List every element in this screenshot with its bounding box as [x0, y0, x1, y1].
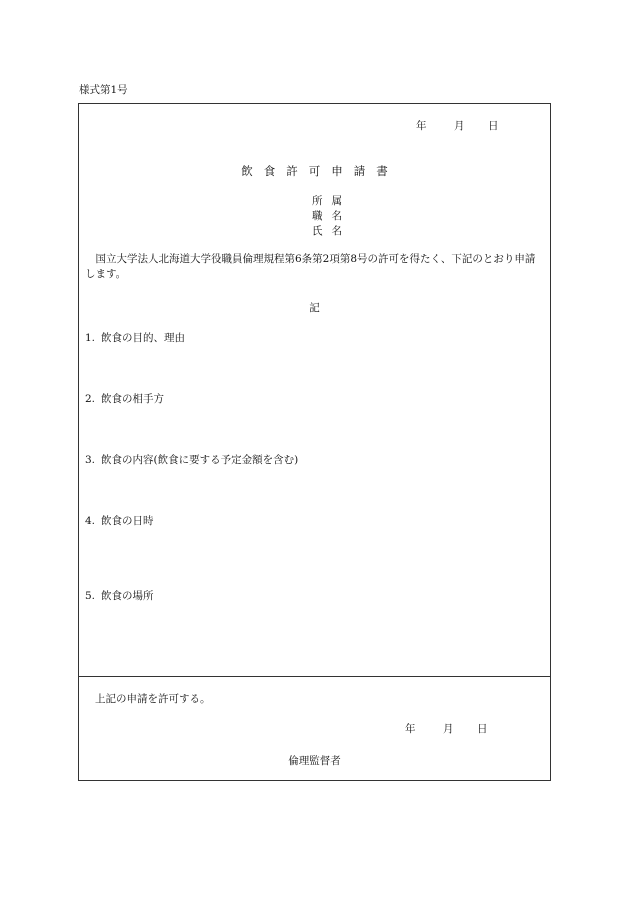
item-label: 飲食の場所	[101, 590, 154, 602]
item-counterpart	[85, 391, 164, 406]
approval-date	[405, 721, 497, 736]
item-number: 3.	[85, 454, 96, 466]
position-label: 職名	[312, 210, 351, 222]
name-label: 氏名	[312, 225, 351, 237]
approval-divider	[79, 676, 550, 677]
item-datetime	[85, 513, 154, 528]
item-label: 飲食の目的、理由	[101, 332, 185, 344]
date-year-label: 年	[405, 723, 416, 735]
item-label: 飲食の内容(飲食に要する予定金額を含む)	[101, 454, 299, 466]
date-day-label: 日	[488, 120, 499, 132]
item-label: 飲食の日時	[101, 515, 154, 527]
approval-text: 上記の申請を許可する。	[95, 693, 211, 705]
item-number: 4.	[85, 515, 96, 527]
date-day-label: 日	[477, 723, 488, 735]
application-date	[416, 118, 508, 133]
ki-heading: 記	[309, 302, 320, 314]
item-content	[85, 452, 298, 467]
item-number: 5.	[85, 590, 96, 602]
ethics-supervisor-label: 倫理監督者	[288, 755, 341, 767]
form-number: 様式第1号	[79, 84, 128, 96]
affiliation-label: 所属	[312, 195, 351, 207]
item-label: 飲食の相手方	[101, 393, 164, 405]
date-month-label: 月	[443, 723, 454, 735]
item-number: 1.	[85, 332, 96, 344]
item-place	[85, 588, 154, 603]
application-statement: 国立大学法人北海道大学役職員倫理規程第6条第2項第8号の許可を得たく、下記のとおり申請します。	[85, 253, 536, 280]
item-purpose	[85, 330, 185, 345]
date-year-label: 年	[416, 120, 427, 132]
form-title: 飲食許可申請書	[241, 164, 399, 178]
application-form	[78, 103, 551, 781]
date-month-label: 月	[454, 120, 465, 132]
item-number: 2.	[85, 393, 96, 405]
applicant-block	[312, 194, 352, 239]
